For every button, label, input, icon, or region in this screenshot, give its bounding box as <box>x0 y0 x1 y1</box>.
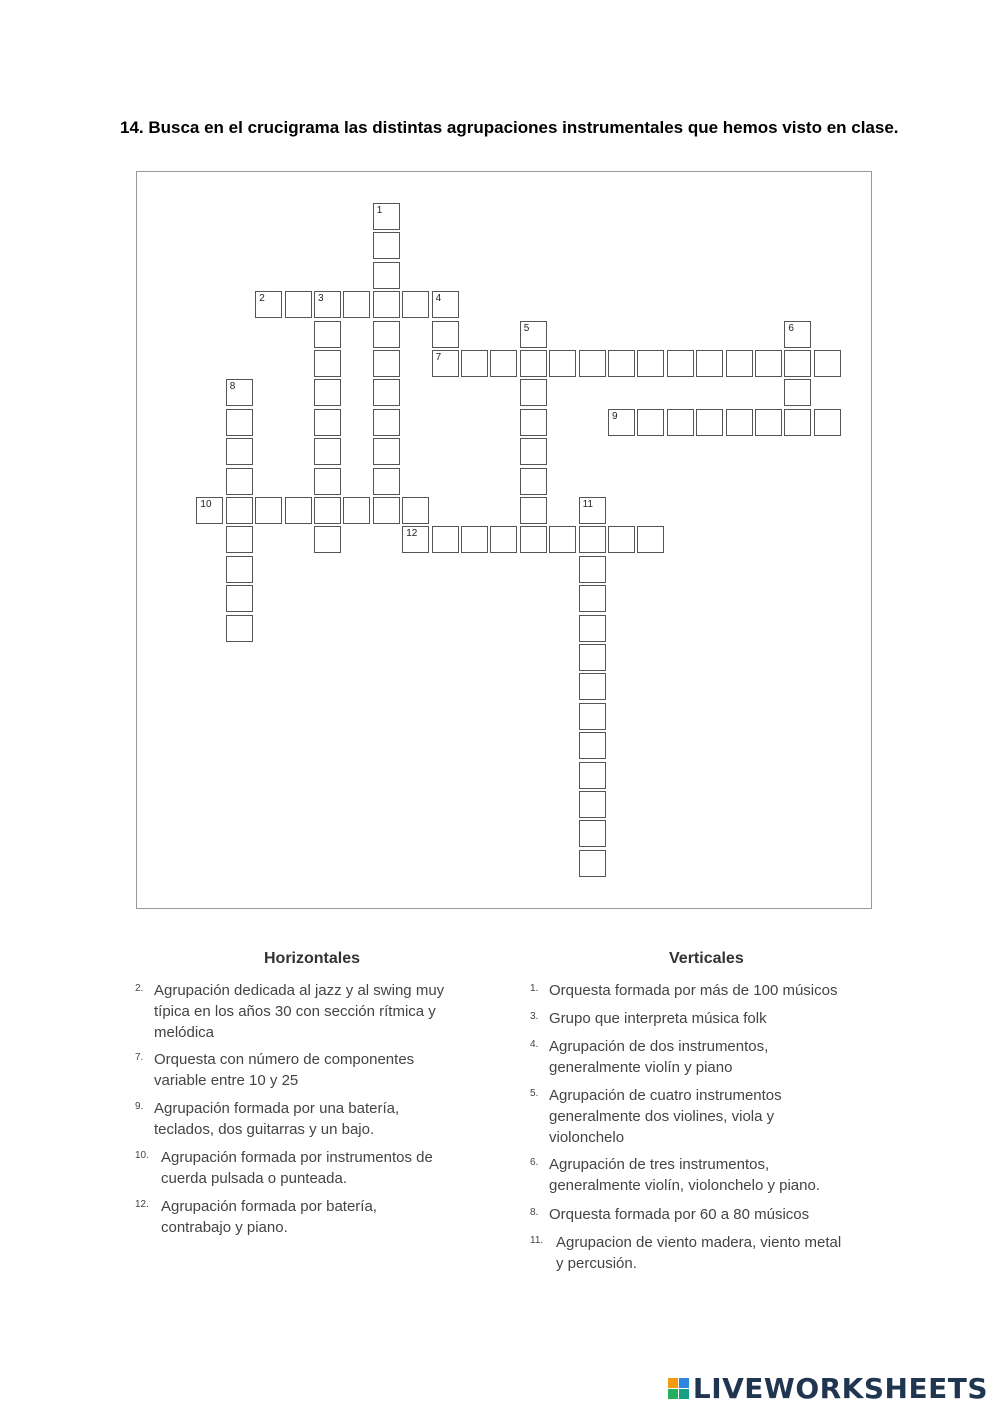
crossword-letter-input[interactable] <box>227 439 252 464</box>
clue-item <box>530 1008 767 1029</box>
crossword-cell[interactable] <box>373 497 400 524</box>
crossword-letter-input[interactable] <box>433 527 458 552</box>
crossword-cell[interactable] <box>490 350 517 377</box>
crossword-letter-input[interactable] <box>315 322 340 347</box>
crossword-cell[interactable] <box>373 350 400 377</box>
crossword-letter-input[interactable] <box>521 527 546 552</box>
clue-number-11: 11 <box>582 499 593 510</box>
crossword-letter-input[interactable] <box>374 351 399 376</box>
crossword-cell[interactable] <box>196 497 223 524</box>
crossword-letter-input[interactable] <box>756 410 781 435</box>
crossword-letter-input[interactable] <box>580 674 605 699</box>
crossword-cell[interactable] <box>726 409 753 436</box>
clue-item <box>530 1204 809 1225</box>
clue-item <box>135 1196 377 1238</box>
crossword-cell[interactable] <box>637 350 664 377</box>
clue-text-line: violonchelo <box>549 1129 625 1146</box>
clue-number-3: 3 <box>318 293 324 305</box>
crossword-cell[interactable] <box>814 350 841 377</box>
crossword-cell[interactable] <box>226 468 253 495</box>
crossword-letter-input[interactable] <box>580 557 605 582</box>
crossword-cell[interactable] <box>520 379 547 406</box>
crossword-letter-input[interactable] <box>227 527 252 552</box>
crossword-cell[interactable] <box>608 350 635 377</box>
clue-item <box>530 1036 768 1078</box>
clue-text-line: melódica <box>154 1024 215 1041</box>
clue-number: 8. <box>530 1207 539 1218</box>
crossword-cell[interactable] <box>579 762 606 789</box>
crossword-letter-input[interactable] <box>491 351 516 376</box>
crossword-letter-input[interactable] <box>638 410 663 435</box>
crossword-cell[interactable] <box>314 526 341 553</box>
crossword-letter-input[interactable] <box>344 498 369 523</box>
crossword-letter-input[interactable] <box>374 263 399 288</box>
crossword-letter-input[interactable] <box>638 527 663 552</box>
crossword-letter-input[interactable] <box>521 498 546 523</box>
liveworksheets-logo <box>668 1372 988 1405</box>
crossword-letter-input[interactable] <box>433 322 458 347</box>
crossword-cell[interactable] <box>726 350 753 377</box>
crossword-frame <box>136 171 872 909</box>
clue-text-line: generalmente dos violines, viola y <box>549 1108 775 1125</box>
crossword-cell[interactable] <box>314 321 341 348</box>
crossword-cell[interactable] <box>343 497 370 524</box>
crossword-cell[interactable] <box>402 526 429 553</box>
crossword-letter-input[interactable] <box>227 498 252 523</box>
crossword-letter-input[interactable] <box>227 557 252 582</box>
crossword-cell[interactable] <box>579 820 606 847</box>
crossword-letter-input[interactable] <box>580 351 605 376</box>
crossword-letter-input[interactable] <box>227 469 252 494</box>
crossword-letter-input[interactable] <box>521 322 546 347</box>
crossword-cell[interactable] <box>755 350 782 377</box>
crossword-letter-input[interactable] <box>580 527 605 552</box>
crossword-letter-input[interactable] <box>609 351 634 376</box>
crossword-letter-input[interactable] <box>491 527 516 552</box>
crossword-letter-input[interactable] <box>609 527 634 552</box>
clue-number-7: 7 <box>435 352 442 363</box>
crossword-letter-input[interactable] <box>727 351 752 376</box>
logo-square <box>668 1389 678 1399</box>
crossword-cell[interactable] <box>226 615 253 642</box>
crossword-cell[interactable] <box>579 850 606 877</box>
crossword-cell[interactable] <box>343 291 370 318</box>
clue-number: 1. <box>530 983 539 994</box>
clue-number-1: 1 <box>376 205 383 216</box>
crossword-cell[interactable] <box>373 232 400 259</box>
clue-item <box>135 980 444 1043</box>
crossword-cell[interactable] <box>285 497 312 524</box>
crossword-cell[interactable] <box>432 350 459 377</box>
clue-number-8: 8 <box>229 381 236 393</box>
clue-item <box>530 980 837 1001</box>
crossword-letter-input[interactable] <box>785 410 810 435</box>
crossword-cell[interactable] <box>637 526 664 553</box>
clue-text-line: Agrupación formada por instrumentos de <box>161 1149 433 1166</box>
clue-number: 12. <box>135 1199 149 1210</box>
clue-text-line: contrabajo y piano. <box>161 1219 288 1236</box>
crossword-cell[interactable] <box>549 526 576 553</box>
crossword-cell[interactable] <box>696 409 723 436</box>
clue-text-line: generalmente violín, violonchelo y piano. <box>549 1177 821 1194</box>
crossword-letter-input[interactable] <box>256 498 281 523</box>
crossword-cell[interactable] <box>637 409 664 436</box>
liveworksheets-logo-icon <box>668 1378 689 1399</box>
crossword-cell[interactable] <box>226 497 253 524</box>
crossword-cell[interactable] <box>373 409 400 436</box>
crossword-letter-input[interactable] <box>521 439 546 464</box>
crossword-letter-input[interactable] <box>315 380 340 405</box>
crossword-cell[interactable] <box>755 409 782 436</box>
crossword-cell[interactable] <box>579 703 606 730</box>
logo-square <box>679 1389 689 1399</box>
crossword-cell[interactable] <box>579 615 606 642</box>
crossword-letter-input[interactable] <box>374 410 399 435</box>
clue-text-line: Agrupacion de viento madera, viento metal <box>556 1234 842 1251</box>
crossword-cell[interactable] <box>814 409 841 436</box>
clue-text-line: Agrupación formada por una batería, <box>154 1100 400 1117</box>
crossword-letter-input[interactable] <box>521 351 546 376</box>
crossword-letter-input[interactable] <box>197 498 222 523</box>
crossword-letter-input[interactable] <box>815 351 840 376</box>
clue-item <box>135 1147 433 1189</box>
crossword-cell[interactable] <box>226 379 253 406</box>
liveworksheets-logo-text: LIVEWORKSHEETS <box>692 1372 988 1405</box>
clue-number: 7. <box>135 1052 144 1063</box>
crossword-letter-input[interactable] <box>374 292 399 317</box>
logo-square <box>668 1378 678 1388</box>
clue-number: 3. <box>530 1011 539 1022</box>
crossword-letter-input[interactable] <box>227 410 252 435</box>
crossword-letter-input[interactable] <box>580 498 605 523</box>
crossword-letter-input[interactable] <box>374 233 399 258</box>
crossword-letter-input[interactable] <box>227 380 252 405</box>
clue-text-line: y percusión. <box>556 1255 637 1272</box>
crossword-letter-input[interactable] <box>227 616 252 641</box>
clue-number-12: 12 <box>406 528 418 540</box>
crossword-letter-input[interactable] <box>785 322 810 347</box>
crossword-letter-input[interactable] <box>286 292 311 317</box>
crossword-letter-input[interactable] <box>785 351 810 376</box>
clue-text-line: teclados, dos guitarras y un bajo. <box>154 1121 375 1138</box>
clue-text-line: Agrupación de cuatro instrumentos <box>549 1087 782 1104</box>
clue-item <box>135 1049 414 1091</box>
clue-number: 11. <box>530 1235 544 1246</box>
crossword-cell[interactable] <box>608 409 635 436</box>
crossword-cell[interactable] <box>373 468 400 495</box>
crossword-letter-input[interactable] <box>521 469 546 494</box>
crossword-letter-input[interactable] <box>433 292 458 317</box>
clue-number-4: 4 <box>435 293 442 305</box>
verticales-heading: Verticales <box>669 950 744 967</box>
crossword-letter-input[interactable] <box>315 410 340 435</box>
logo-square <box>679 1378 689 1388</box>
crossword-cell[interactable] <box>373 262 400 289</box>
crossword-cell[interactable] <box>579 526 606 553</box>
crossword-letter-input[interactable] <box>344 292 369 317</box>
crossword-letter-input[interactable] <box>756 351 781 376</box>
crossword-letter-input[interactable] <box>697 351 722 376</box>
clue-text-line: variable entre 10 y 25 <box>154 1072 299 1089</box>
crossword-cell[interactable] <box>520 526 547 553</box>
crossword-cell[interactable] <box>373 291 400 318</box>
crossword-cell[interactable] <box>314 438 341 465</box>
crossword-letter-input[interactable] <box>462 527 487 552</box>
crossword-cell[interactable] <box>314 291 341 318</box>
crossword-cell[interactable] <box>490 526 517 553</box>
crossword-letter-input[interactable] <box>580 586 605 611</box>
crossword-letter-input[interactable] <box>550 527 575 552</box>
crossword-letter-input[interactable] <box>286 498 311 523</box>
crossword-cell[interactable] <box>520 468 547 495</box>
crossword-letter-input[interactable] <box>315 469 340 494</box>
clue-number-2: 2 <box>259 293 265 305</box>
crossword-letter-input[interactable] <box>433 351 458 376</box>
crossword-cell[interactable] <box>402 497 429 524</box>
crossword-cell[interactable] <box>579 673 606 700</box>
clue-number-5: 5 <box>523 322 530 334</box>
clue-text-line: Orquesta formada por más de 100 músicos <box>549 982 838 999</box>
crossword-cell[interactable] <box>549 350 576 377</box>
crossword-cell[interactable] <box>226 585 253 612</box>
clue-number: 5. <box>530 1088 539 1099</box>
clue-text-line: Agrupación de dos instrumentos, <box>549 1038 769 1055</box>
crossword-cell[interactable] <box>784 379 811 406</box>
crossword-letter-input[interactable] <box>580 733 605 758</box>
crossword-letter-input[interactable] <box>521 380 546 405</box>
crossword-letter-input[interactable] <box>374 498 399 523</box>
crossword-cell[interactable] <box>314 379 341 406</box>
clue-number: 9. <box>135 1101 144 1112</box>
crossword-letter-input[interactable] <box>315 498 340 523</box>
crossword-letter-input[interactable] <box>697 410 722 435</box>
clue-text-line: Agrupación formada por batería, <box>161 1198 377 1215</box>
crossword-letter-input[interactable] <box>580 645 605 670</box>
crossword-cell[interactable] <box>314 468 341 495</box>
clue-text-line: Agrupación dedicada al jazz y al swing muy <box>154 982 445 999</box>
crossword-cell[interactable] <box>667 409 694 436</box>
crossword-cell[interactable] <box>373 321 400 348</box>
crossword-cell[interactable] <box>285 291 312 318</box>
crossword-cell[interactable] <box>314 497 341 524</box>
clue-number: 10. <box>135 1150 149 1161</box>
crossword-cell[interactable] <box>667 350 694 377</box>
crossword-cell[interactable] <box>255 291 282 318</box>
crossword-cell[interactable] <box>226 556 253 583</box>
crossword-cell[interactable] <box>520 438 547 465</box>
crossword-letter-input[interactable] <box>374 380 399 405</box>
clue-item <box>530 1085 782 1148</box>
crossword-letter-input[interactable] <box>815 410 840 435</box>
crossword-cell[interactable] <box>784 350 811 377</box>
crossword-letter-input[interactable] <box>374 204 399 229</box>
crossword-cell[interactable] <box>579 350 606 377</box>
exercise-title: 14. Busca en el crucigrama las distintas agrupaciones instrumentales que hemos visto en clase. <box>120 118 899 137</box>
crossword-cell[interactable] <box>520 409 547 436</box>
crossword-cell[interactable] <box>373 379 400 406</box>
crossword-letter-input[interactable] <box>256 292 281 317</box>
clue-text-line: Grupo que interpreta música folk <box>549 1010 767 1027</box>
crossword-cell[interactable] <box>432 526 459 553</box>
crossword-letter-input[interactable] <box>462 351 487 376</box>
crossword-letter-input[interactable] <box>374 469 399 494</box>
crossword-letter-input[interactable] <box>315 292 340 317</box>
crossword-cell[interactable] <box>226 409 253 436</box>
crossword-letter-input[interactable] <box>727 410 752 435</box>
crossword-letter-input[interactable] <box>609 410 634 435</box>
crossword-letter-input[interactable] <box>403 498 428 523</box>
crossword-letter-input[interactable] <box>580 763 605 788</box>
crossword-cell[interactable] <box>520 350 547 377</box>
clue-number-9: 9 <box>612 410 618 422</box>
crossword-cell[interactable] <box>461 350 488 377</box>
crossword-letter-input[interactable] <box>374 439 399 464</box>
crossword-letter-input[interactable] <box>550 351 575 376</box>
clue-text-line: típica en los años 30 con sección rítmica y <box>154 1003 436 1020</box>
crossword-cell[interactable] <box>579 791 606 818</box>
clue-item <box>135 1098 399 1140</box>
clue-item <box>530 1154 820 1196</box>
crossword-letter-input[interactable] <box>785 380 810 405</box>
crossword-cell[interactable] <box>432 321 459 348</box>
crossword-cell[interactable] <box>579 732 606 759</box>
crossword-letter-input[interactable] <box>403 527 428 552</box>
crossword-cell[interactable] <box>314 409 341 436</box>
crossword-letter-input[interactable] <box>374 322 399 347</box>
clue-number: 4. <box>530 1039 539 1050</box>
crossword-cell[interactable] <box>255 497 282 524</box>
crossword-cell[interactable] <box>402 291 429 318</box>
crossword-cell[interactable] <box>373 203 400 230</box>
clue-text-line: Orquesta formada por 60 a 80 músicos <box>549 1206 810 1223</box>
crossword-cell[interactable] <box>784 321 811 348</box>
crossword-cell[interactable] <box>373 438 400 465</box>
crossword-letter-input[interactable] <box>580 616 605 641</box>
crossword-letter-input[interactable] <box>580 851 605 876</box>
crossword-cell[interactable] <box>226 526 253 553</box>
crossword-letter-input[interactable] <box>580 704 605 729</box>
crossword-cell[interactable] <box>226 438 253 465</box>
crossword-letter-input[interactable] <box>668 410 693 435</box>
crossword-letter-input[interactable] <box>315 527 340 552</box>
clue-number-10: 10 <box>200 499 212 510</box>
clue-text-line: cuerda pulsada o punteada. <box>161 1170 347 1187</box>
crossword-cell[interactable] <box>461 526 488 553</box>
crossword-cell[interactable] <box>314 350 341 377</box>
crossword-cell[interactable] <box>579 497 606 524</box>
crossword-letter-input[interactable] <box>315 439 340 464</box>
clue-number: 2. <box>135 983 144 994</box>
crossword-cell[interactable] <box>432 291 459 318</box>
crossword-letter-input[interactable] <box>580 821 605 846</box>
clue-number-6: 6 <box>788 322 794 334</box>
clue-text-line: Agrupación de tres instrumentos, <box>549 1156 770 1173</box>
crossword-letter-input[interactable] <box>521 410 546 435</box>
clue-text-line: generalmente violín y piano <box>549 1059 733 1076</box>
crossword-cell[interactable] <box>696 350 723 377</box>
crossword-cell[interactable] <box>579 585 606 612</box>
crossword-letter-input[interactable] <box>403 292 428 317</box>
crossword-cell[interactable] <box>784 409 811 436</box>
crossword-letter-input[interactable] <box>668 351 693 376</box>
crossword-cell[interactable] <box>520 321 547 348</box>
crossword-letter-input[interactable] <box>580 792 605 817</box>
crossword-cell[interactable] <box>579 556 606 583</box>
crossword-letter-input[interactable] <box>227 586 252 611</box>
clue-item <box>530 1232 841 1274</box>
crossword-cell[interactable] <box>608 526 635 553</box>
horizontales-heading: Horizontales <box>264 950 361 967</box>
crossword-cell[interactable] <box>520 497 547 524</box>
clue-number: 6. <box>530 1157 539 1168</box>
crossword-cell[interactable] <box>579 644 606 671</box>
crossword-letter-input[interactable] <box>638 351 663 376</box>
clue-text-line: Orquesta con número de componentes <box>154 1051 415 1068</box>
crossword-letter-input[interactable] <box>315 351 340 376</box>
